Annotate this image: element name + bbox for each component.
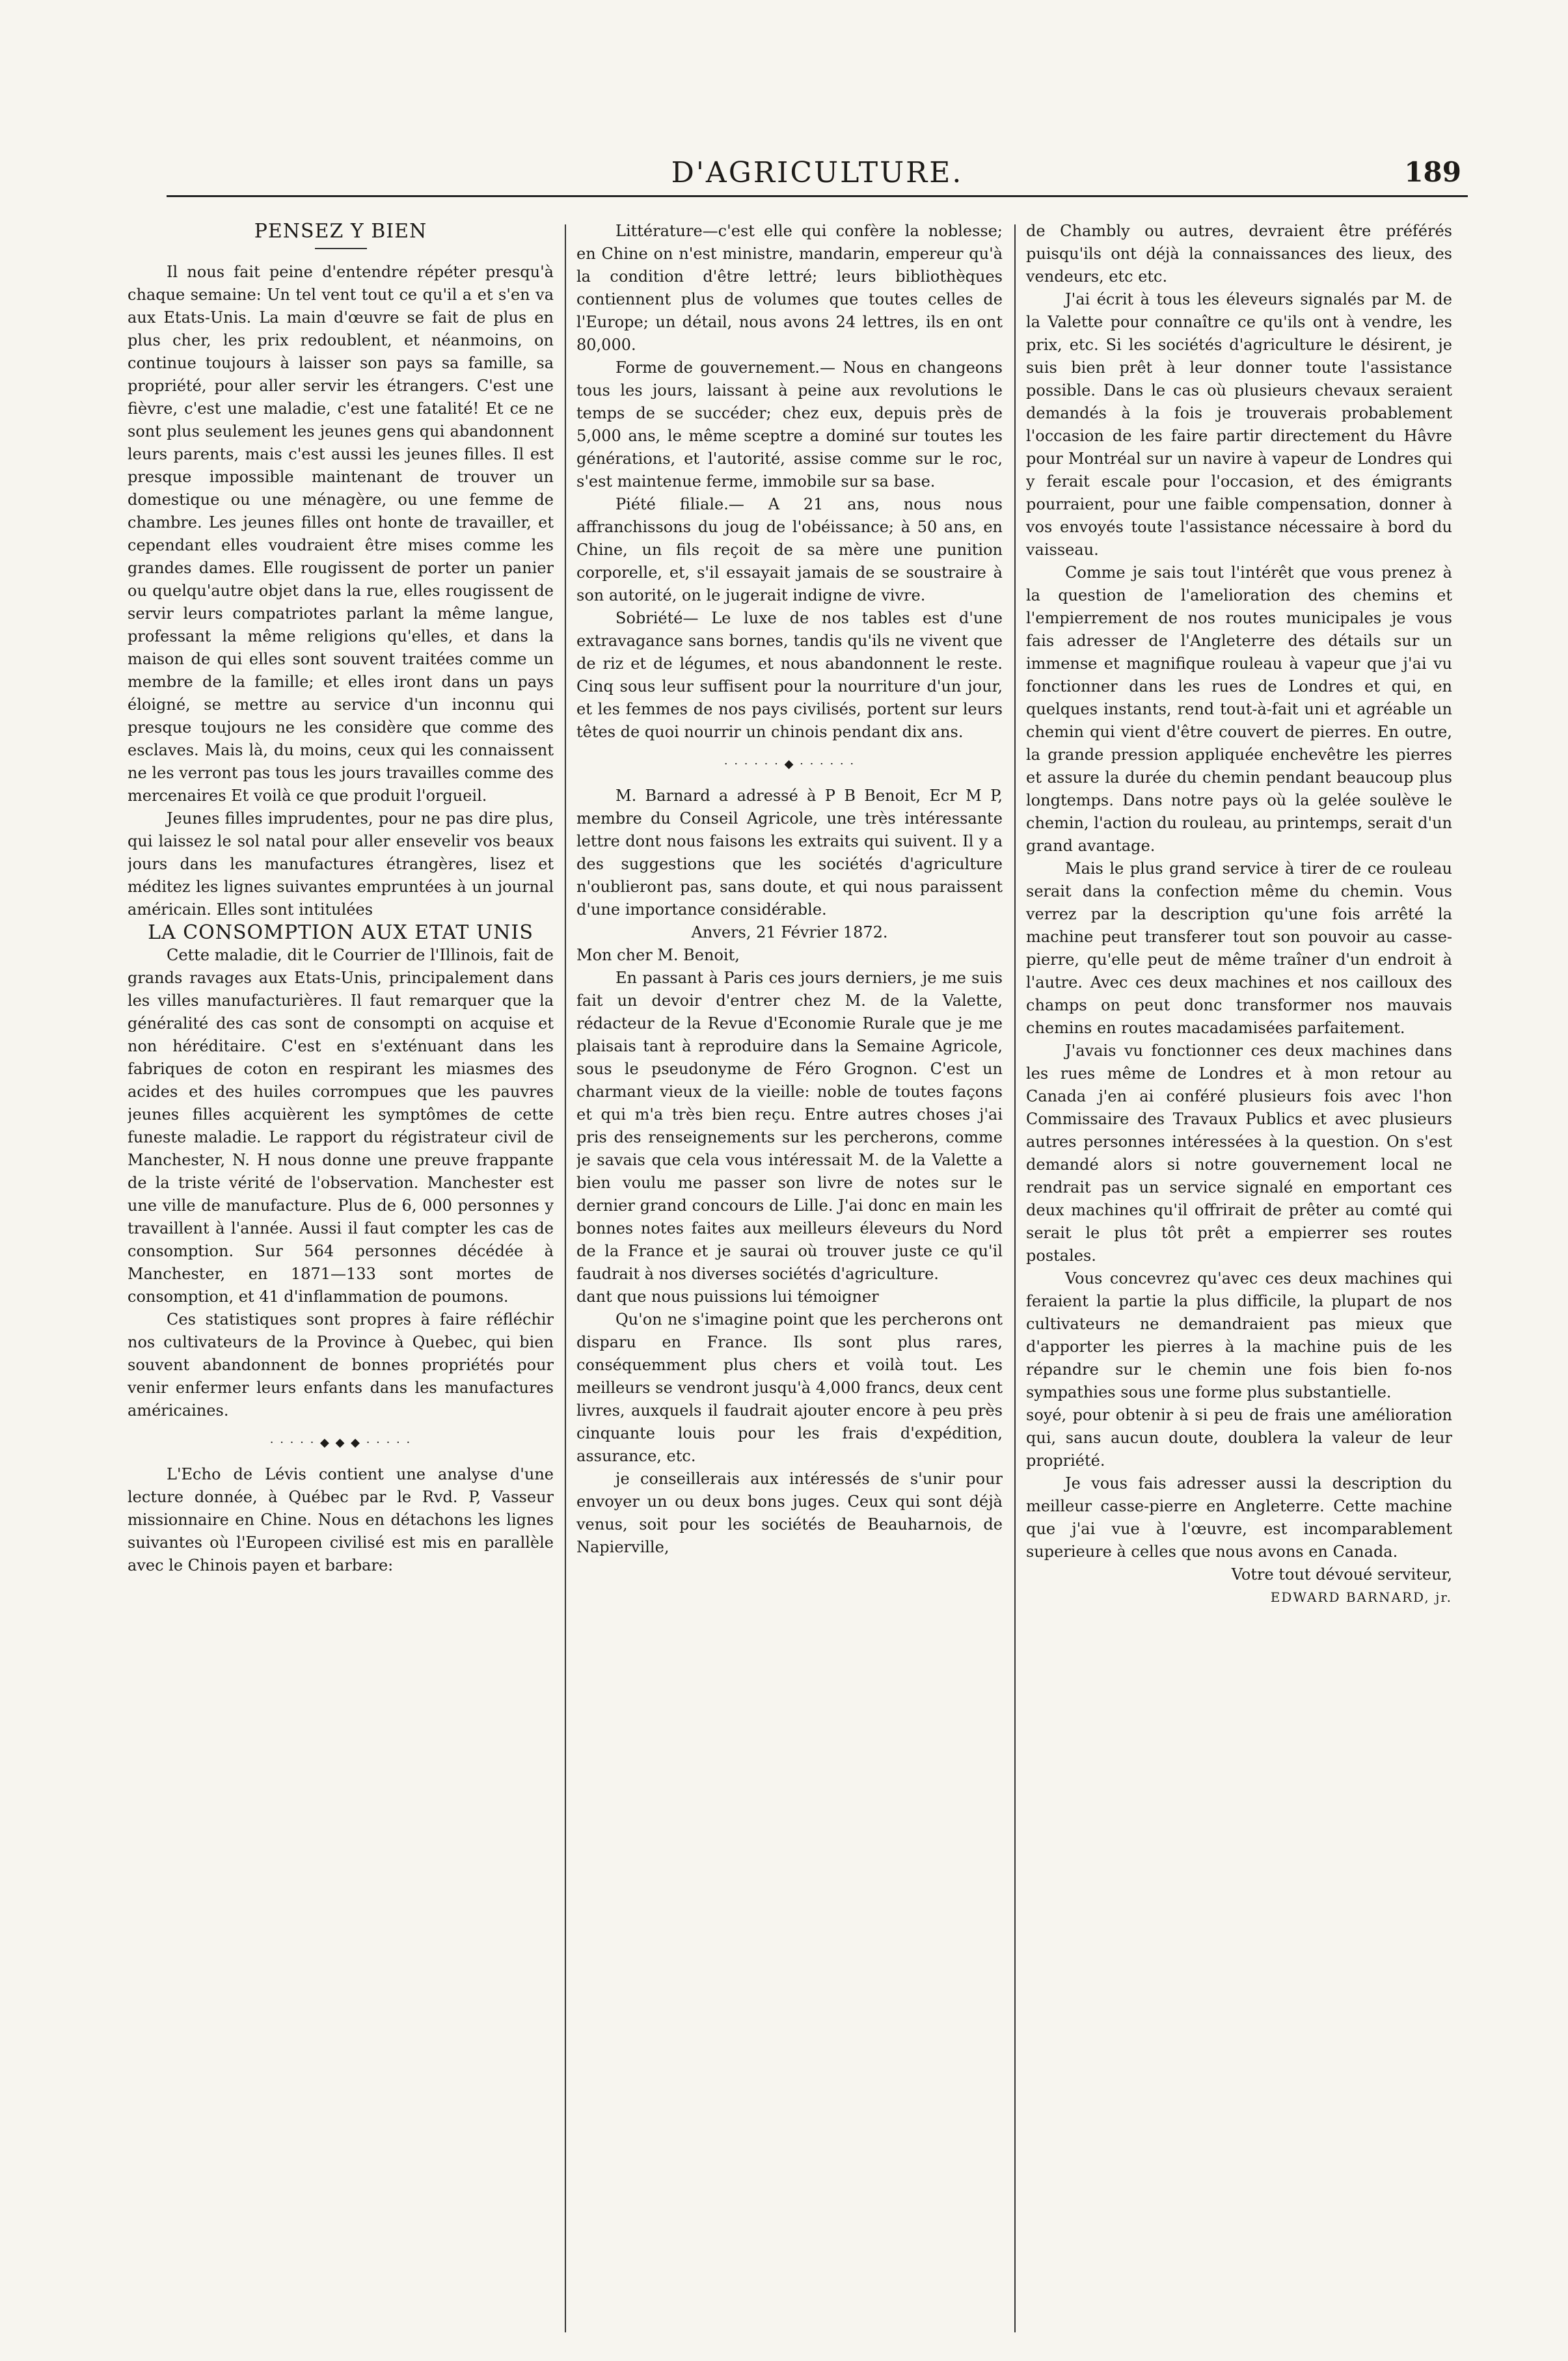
paragraph: Mais le plus grand service à tirer de ce rouleau serait dans la confection même du chemin. Vous verrez par la description qu'une fois arrêté la machine peut transferer tout son pouvoir au casse-pierre, qu'elle peut de même traîner d'un endroit à l'autre. Avec ces deux machines et nos cailloux des champs on peut donc transformer nos mauvais chemins en routes macadamisées parfaitement. (1026, 859, 1452, 1037)
column-divider-1 (565, 224, 566, 2332)
paragraph: M. Barnard a adressé à P B Benoit, Ecr M P, membre du Conseil Agricole, une très intéressante lettre dont nous faisons les extraits qui suivent. Il y a des suggestions que les sociétés d'agriculture n'oublieront pas, sans doute, et qui nous paraissent d'une importance considérable. (576, 787, 1003, 919)
paragraph: je conseillerais aux intéressés de s'unir pour envoyer un ou deux bons juges. Ceux qui sont déjà venus, soit pour les sociétés de Beauharnois, de Napierville, (576, 1470, 1003, 1556)
paragraph: Piété filiale.— A 21 ans, nous nous affranchissons du joug de l'obéissance; à 50 ans, en Chine, un fils reçoit de sa mère une punition corporelle, et, s'il essayait jamais de se soustraire à son autorité, on le jugerait indigne de vivre. (576, 495, 1003, 604)
paragraph: de Chambly ou autres, devraient être préférés puisqu'ils ont déjà la connaissances des lieux, des vendeurs, etc etc. (1026, 222, 1452, 286)
paragraph: Comme je sais tout l'intérêt que vous prenez à la question de l'amelioration des chemins et l'empierrement de nos routes municipales je vous fais adresser de l'Angleterre des détails sur un immense et magnifique rouleau à vapeur que j'ai vu fonctionner dans les rues de Londres et qui, en quelques instants, rend tout-à-fait uni et agréable un chemin qui vient d'être couvert de pierres. En outre, la grande pression appliquée enchevêtre les pierres et assure la durée du chemin pendant beaucoup plus longtemps. Dans notre pays où la gelée soulève le chemin, l'action du rouleau, au printemps, serait d'un grand avantage. (1026, 563, 1452, 855)
heading-rule (315, 248, 367, 249)
paragraph: Je vous fais adresser aussi la description du meilleur casse-pierre en Angleterre. Cette machine que j'ai vue à l'œuvre, est incomparablement superieure à celles que nous avons en Canada. (1026, 1474, 1452, 1561)
paragraph: Qu'on ne s'imagine point que les percherons ont disparu en France. Ils sont plus rares, conséquemment plus chers et voilà tout. Les meilleurs se vendront jusqu'à 4,000 francs, deux cent livres, auxquels il faudrait ajouter encore à peu près cinquante louis pour les frais d'expédition, assurance, etc. (576, 1310, 1003, 1465)
paragraph: Jeunes filles imprudentes, pour ne pas dire plus, qui laissez le sol natal pour aller ensevelir vos beaux jours dans les manufactures étrangères, lisez et méditez les lignes suivantes empruntées à un journal américain. Elles sont intitulées (128, 809, 554, 919)
page-number: 189 (1404, 156, 1461, 188)
header-rule (167, 195, 1468, 197)
paragraph: Cette maladie, dit le Courrier de l'Illinois, fait de grands ravages aux Etats-Unis, principalement dans les villes manufacturières. Il faut remarquer que la généralité des cas sont de consompti on acquise et non héréditaire. C'est en s'exténuant dans les fabriques de coton en respirant les miasmes des acides et des huiles corrompues que les pauvres jeunes filles acquièrent les symptômes de cette funeste maladie. Le rapport du régistrateur civil de Manchester, N. H nous donne une preuve frappante de la triste vérité de l'observation. Manchester est une ville de manufacture. Plus de 6, 000 personnes y travaillent à l'année. Aussi il faut compter les cas de consomption. Sur 564 personnes décédée à Manchester, en 1871—133 sont mortes de consomption, et 41 d'inflammation de poumons. (128, 946, 554, 1306)
paragraph: Vous concevrez qu'avec ces deux machines qui feraient la partie la plus difficile, la plupart de nos cultivateurs ne demandraient pas mieux que d'apporter les pierres à la machine puis de les répandre sur le chemin une fois bien fo-nos sympathies sous une forme plus substantielle. (1026, 1269, 1452, 1401)
column-2 (576, 220, 1003, 2361)
letter-salutation: Mon cher M. Benoit, (576, 946, 740, 964)
paragraph: dant que nous puissions lui témoigner (576, 1288, 879, 1306)
article-heading: PENSEZ Y BIEN (254, 220, 427, 243)
paragraph: Sobriété— Le luxe de nos tables est d'une extravagance sans bornes, tandis qu'ils ne vivent que de riz et de légumes, et nous abandonnent le reste. Cinq sous leur suffisent pour la nourriture d'un jour, et les femmes de nos pays civilisés, portent sur leurs têtes de quoi nourrir un chinois pendant dix ans. (576, 609, 1003, 741)
section-ornament: · · · · · · ◆ · · · · · · (723, 757, 856, 771)
column-1 (128, 220, 554, 2361)
paragraph: J'ai écrit à tous les éleveurs signalés par M. de la Valette pour connaître ce qu'ils ont à vendre, les prix, etc. Si les sociétés d'agriculture le désirent, je suis bien prêt à leur donner toute l'assistance possible. Dans le cas où plusieurs chevaux seraient demandés à la fois je trouverais probablement l'occasion de les faire partir directement du Hâvre pour Montréal sur un navire à vapeur de Londres qui y ferait escale pour l'occasion, et des émigrants pourraient, pour une faible compensation, donner à vos envoyés toute l'assistance nécessaire à bord du vaisseau. (1026, 290, 1452, 559)
subheading: LA CONSOMPTION AUX ETAT UNIS (148, 921, 534, 944)
paragraph: J'avais vu fonctionner ces deux machines dans les rues même de Londres et à mon retour au Canada j'en ai conféré plusieurs fois avec l'hon Commissaire des Travaux Publics et avec plusieurs autres personnes intéressées à la question. On s'est demandé alors si notre gouvernement local ne rendrait pas un service signalé en emportant ces deux machines qu'il offrirait de prêter au comté qui serait le plus tôt prêt a empierrer ses routes postales. (1026, 1042, 1452, 1265)
letter-signature: EDWARD BARNARD, jr. (1270, 1589, 1452, 1605)
paragraph: soyé, pour obtenir à si peu de frais une amélioration qui, sans aucun doute, doublera la valeur de leur propriété. (1026, 1406, 1452, 1470)
column-3 (1026, 220, 1452, 2361)
paragraph: L'Echo de Lévis contient une analyse d'une lecture donnée, à Québec par le Rvd. P, Vasseur missionnaire en Chine. Nous en détachons les lignes suivantes où l'Europeen civilisé est mis en parallèle avec le Chinois payen et barbare: (128, 1465, 554, 1574)
running-title: D'AGRICULTURE. (671, 156, 964, 189)
letter-closing: Votre tout dévoué serviteur, (1231, 1565, 1452, 1584)
letter-dateline: Anvers, 21 Février 1872. (691, 923, 888, 941)
paragraph: Littérature—c'est elle qui confère la noblesse; en Chine on n'est ministre, mandarin, empereur qu'à la condition d'être lettré; leurs bibliothèques contiennent plus de volumes que toutes celles de l'Europe; un détail, nous avons 24 lettres, ils en ont 80,000. (576, 222, 1003, 354)
section-ornament: · · · · · ◆ ◆ ◆ · · · · · (269, 1436, 412, 1450)
column-divider-2 (1014, 224, 1016, 2332)
paragraph: Il nous fait peine d'entendre répéter presqu'à chaque semaine: Un tel vent tout ce qu'il a et s'en va aux Etats-Unis. La main d'œuvre se fait de plus en plus cher, les prix redoublent, et néanmoins, on continue toujours à laisser son pays sa famille, sa propriété, pour aller servir les étrangers. C'est une fièvre, c'est une maladie, c'est une fatalité! Et ce ne sont plus seulement les jeunes gens qui abandonnent leurs parents, mais c'est aussi les jeunes filles. Il est presque impossible maintenant de trouver un domestique ou une ménagère, ou une femme de chambre. Les jeunes filles ont honte de travailler, et cependant elles voudraient être mises comme les grandes dames. Elle rougissent de porter un panier ou quelqu'autre objet dans la rue, elles rougissent de servir leurs compatriotes parlant la même langue, professant la même religions qu'elles, et dans la maison de qui elles sont souvent traitées comme un membre de la famille; et elles iront dans un pays éloigné, se mettre au service d'un inconnu qui presque toujours ne les considère que comme des esclaves. Mais là, du moins, ceux qui les connaissent ne les verront pas tous les jours travailles comme des mercenaires Et voilà ce que produit l'orgueil. (128, 263, 554, 805)
paragraph: Forme de gouvernement.— Nous en changeons tous les jours, laissant à peine aux revolutions le temps de se succéder; chez eux, depuis près de 5,000 ans, le même sceptre a dominé sur toutes les générations, et l'autorité, assise comme sur le roc, s'est maintenue ferme, immobile sur sa base. (576, 358, 1003, 491)
paragraph: En passant à Paris ces jours derniers, je me suis fait un devoir d'entrer chez M. de la Valette, rédacteur de la Revue d'Economie Rurale que je me plaisais tant à reproduire dans la Semaine Agricole, sous le pseudonyme de Féro Grognon. C'est un charmant vieux de la vieille: noble de toutes façons et qui m'a très bien reçu. Entre autres choses j'ai pris des renseignements sur les percherons, comme je savais que cela vous intéressait M. de la Valette a bien voulu me passer son livre de notes sur le dernier grand concours de Lille. J'ai donc en main les bonnes notes faites aux meilleurs éleveurs du Nord de la France et je saurai où trouver juste ce qu'il faudrait à nos diverses sociétés d'agriculture. (576, 969, 1003, 1283)
paragraph: Ces statistiques sont propres à faire réfléchir nos cultivateurs de la Province à Quebec, qui bien souvent abandonnent de bonnes propriétés pour venir enfermer leurs enfants dans les manufactures américaines. (128, 1310, 554, 1420)
